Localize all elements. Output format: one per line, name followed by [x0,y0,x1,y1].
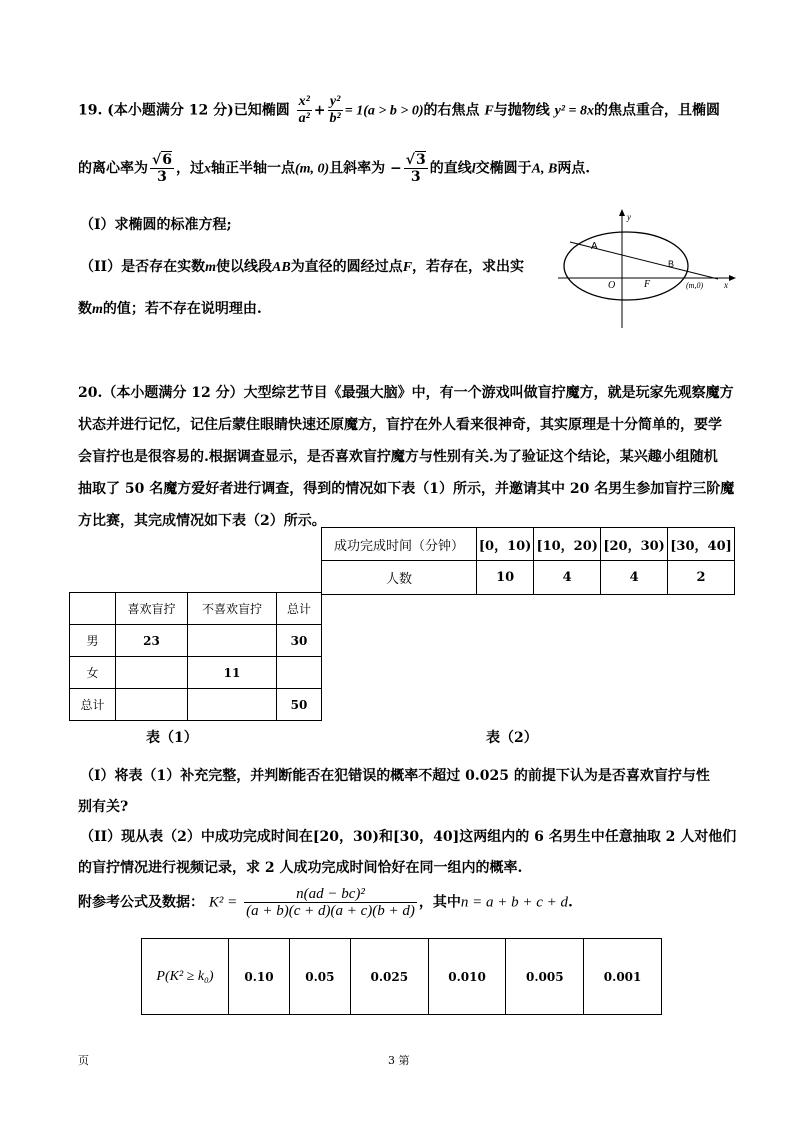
q20-line: 20.（本小题满分 12 分）大型综艺节目《最强大脑》中，有一个游戏叫做盲拧魔方，就是玩家先观察魔方 [78,385,734,401]
table-2-caption: 表（2） [486,730,538,746]
table-cell: 10 [477,561,534,595]
fraction-x2-a2: $\frac{\text{x²}}{\text{a²}}$ [298,94,310,126]
table-1 [69,592,322,721]
q20-line: 状态并进行记忆，记住后蒙住眼睛快速还原魔方，盲拧在外人看来很神奇，其实原理是十分简单的，要学 [78,417,722,433]
table-cell: 4 [534,561,601,595]
fraction-sqrt3-3: $\frac{√3}{3}$ [405,152,426,185]
q19-line1: 19. (本小题满分 12 分)已知椭圆 $\frac{\text{x²}}{\text{a²}}$ + $\frac{\text{y²}}{\text{b²}}$ = 1(a > b > 0)的右焦点 F与抛物线 y² = 8x的焦点重合，且椭圆 [78,94,720,126]
fig-label-F: F [644,279,651,290]
table-cell: 0.025 [350,939,428,1015]
ellipse-figure [556,206,738,330]
q20-part1-line1: （I）将表（1）补充完整，并判断能否在犯错误的概率不超过 0.025 的前提下认为是否喜欢盲拧与性 [80,768,710,784]
table-cell: 不喜欢盲拧 [188,593,277,625]
table-cell: 0.010 [428,939,506,1015]
fraction-sqrt6-3: $\frac{√6}{3}$ [152,152,172,185]
fig-label-y: y [627,212,631,222]
q19-line2: 的离心率为 $\frac{√6}{3}$ ，过x轴正半轴一点(m, 0)且斜率为 − $\frac{√3}{3}$ 的直线l交椭圆于A, B两点. [78,152,591,185]
q20-line: 方比赛，其完成情况如下表（2）所示。 [78,513,326,529]
table-cell: 女 [70,657,116,689]
table-cell [70,593,116,625]
table-cell: P(K² ≥ k₀) [142,939,229,1015]
table-cell: 50 [277,689,322,721]
q20-part2-line1: （II）现从表（2）中成功完成时间在[20，30)和[30，40]这两组内的 6 名男生中任意抽取 2 人对他们 [80,829,737,845]
fig-label-O: O [608,280,616,291]
y-axis-arrow [619,209,625,216]
table-cell: 总计 [70,689,116,721]
table-cell: [0，10) [477,528,534,561]
fig-label-x: x [724,280,728,290]
table-cell: 喜欢盲拧 [116,593,188,625]
table-cell: 0.001 [584,939,662,1015]
q20-line: 抽取了 50 名魔方爱好者进行调查，得到的情况如下表（1）所示，并邀请其中 20 名男生参加盲拧三阶魔 [78,481,735,497]
table-cell: 11 [188,657,277,689]
table-cell: 30 [277,625,322,657]
table-cell [116,657,188,689]
table-cell: 0.05 [289,939,350,1015]
table-cell: 2 [668,561,735,595]
table-cell: 4 [601,561,668,595]
probability-table [141,938,662,1015]
q19-part2-line2: 数m的值；若不存在说明理由. [78,301,262,317]
table-2 [321,527,735,595]
table-cell: 0.005 [506,939,584,1015]
table-cell: 23 [116,625,188,657]
formula-fraction: $\frac{\text{n(ad − bc)²}}{(a + b)(c + d)(a + c)(b + d)}$ [246,886,415,919]
table-cell: [30，40] [668,528,735,561]
table-cell [277,657,322,689]
table-cell: [20，30) [601,528,668,561]
fig-label-A: A [591,241,598,252]
q20-text [78,377,734,537]
footer-page-number: 3 第 [388,1054,410,1067]
table-cell: 成功完成时间（分钟） [322,528,477,561]
table-cell: 总计 [277,593,322,625]
fig-label-B: B [668,259,675,269]
table-cell: 人数 [322,561,477,595]
q20-line: 会盲拧也是很容易的.根据调查显示，是否喜欢盲拧魔方与性别有关.为了验证这个结论，某兴趣小组随机 [78,449,718,465]
fig-label-m0: (m,0) [686,281,704,290]
table-cell [116,689,188,721]
fraction-y2-b2: $\frac{\text{y²}}{\text{b²}}$ [329,94,341,126]
formula-line: 附参考公式及数据： K² = $\frac{\text{n(ad − bc)²}}{(a + b)(c + d)(a + c)(b + d)}$ ，其中n = a + b + c + d. [78,886,573,919]
x-axis-arrow [729,275,736,281]
table-cell: [10，20) [534,528,601,561]
table-cell: 0.10 [229,939,290,1015]
table-cell [188,625,277,657]
q20-part1-line2: 别有关? [78,799,129,815]
q20-part2-line2: 的盲拧情况进行视频记录，求 2 人成功完成时间恰好在同一组内的概率. [78,860,523,876]
table-1-caption: 表（1） [146,730,198,746]
table-cell: 男 [70,625,116,657]
q19-part1: （I）求椭圆的标准方程; [80,217,232,233]
q19-part2-line1: （II）是否存在实数m使以线段AB为直径的圆经过点F，若存在，求出实 [80,259,525,275]
table-cell [188,689,277,721]
footer-left: 页 [78,1054,89,1067]
